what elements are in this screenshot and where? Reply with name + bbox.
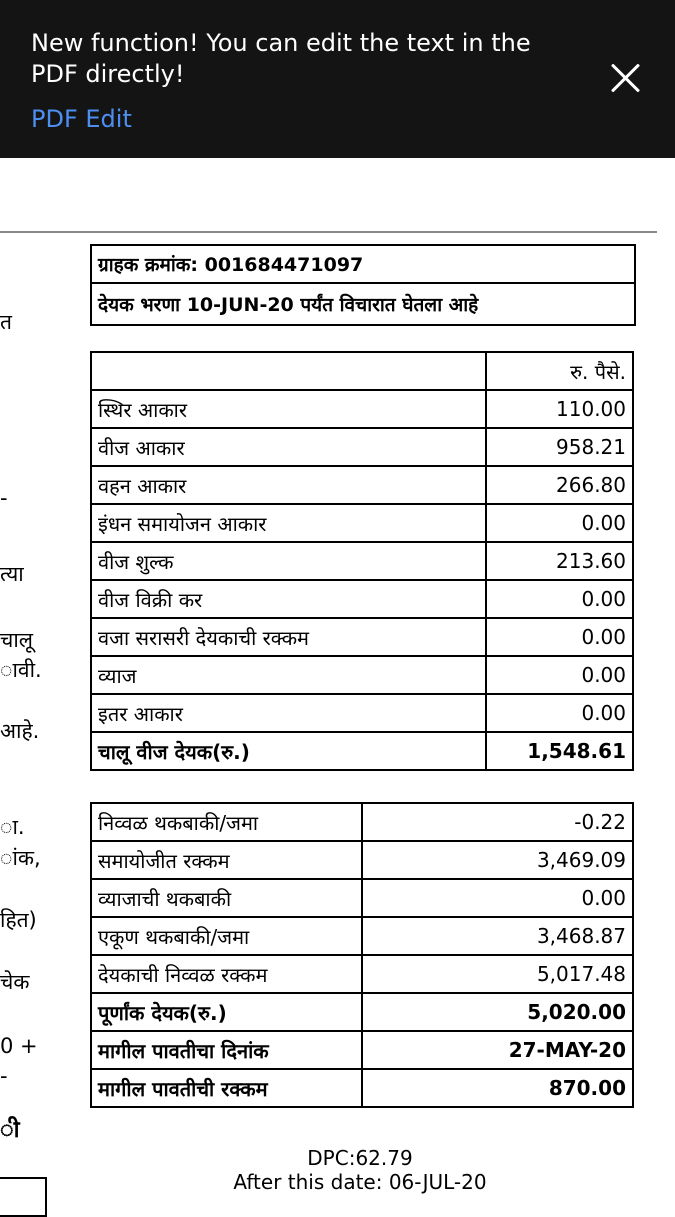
close-icon[interactable]: [604, 56, 648, 100]
fragment-text: ी: [0, 1117, 20, 1143]
bill-header-box: [90, 244, 636, 326]
rounded-bill-row: [91, 993, 633, 1031]
notification-banner: [0, 0, 675, 158]
summary-amount: 3,468.87: [362, 917, 633, 955]
table-row: [91, 803, 633, 841]
corner-box: [0, 1177, 47, 1217]
pdf-edit-link[interactable]: PDF Edit: [31, 105, 132, 133]
table-row: [91, 879, 633, 917]
table-row: [91, 618, 633, 656]
last-receipt-date-row: [91, 1031, 633, 1069]
charge-label: स्थिर आकार: [91, 390, 486, 428]
table-row: [91, 580, 633, 618]
currency-header: रु. पैसे.: [486, 352, 633, 390]
charge-amount: 0.00: [486, 504, 633, 542]
charge-amount: 0.00: [486, 618, 633, 656]
dpc-amount: DPC:62.79: [307, 1146, 413, 1170]
summary-label: समायोजीत रक्कम: [91, 841, 362, 879]
fragment-text: -: [0, 486, 8, 510]
fragment-text: -: [0, 1064, 8, 1088]
summary-amount: 0.00: [362, 879, 633, 917]
fragment-text: चेक: [0, 970, 30, 994]
charge-label: वजा सरासरी देयकाची रक्कम: [91, 618, 486, 656]
charge-amount: 110.00: [486, 390, 633, 428]
charge-label: वीज शुल्क: [91, 542, 486, 580]
page-divider: [0, 231, 657, 233]
table-row: [91, 428, 633, 466]
charge-amount: 266.80: [486, 466, 633, 504]
charge-label: वीज आकार: [91, 428, 486, 466]
after-date-note: After this date: 06-JUL-20: [233, 1170, 487, 1194]
summary-amount: -0.22: [362, 803, 633, 841]
table-row: [91, 841, 633, 879]
charge-amount: 0.00: [486, 656, 633, 694]
charge-amount: 0.00: [486, 580, 633, 618]
summary-amount: 3,469.09: [362, 841, 633, 879]
fragment-text: 0 +: [0, 1034, 38, 1058]
last-receipt-date-label: मागील पावतीचा दिनांक: [91, 1031, 362, 1069]
charge-label: वीज विक्री कर: [91, 580, 486, 618]
charge-label: वहन आकार: [91, 466, 486, 504]
charge-label: इंधन समायोजन आकार: [91, 504, 486, 542]
table-row: [91, 917, 633, 955]
current-bill-total-label: चालू वीज देयक(रु.): [91, 732, 486, 770]
charge-label: व्याज: [91, 656, 486, 694]
rounded-bill-label: पूर्णांक देयक(रु.): [91, 993, 362, 1031]
last-receipt-date-value: 27-MAY-20: [362, 1031, 633, 1069]
charge-amount: 958.21: [486, 428, 633, 466]
table-header-row: [91, 352, 633, 390]
consumer-number: ग्राहक क्रमांक: 001684471097: [92, 246, 634, 284]
table-row: [91, 390, 633, 428]
fragment-text: ावी.: [0, 658, 42, 682]
charge-label: इतर आकार: [91, 694, 486, 732]
table-row: [91, 955, 633, 993]
last-receipt-amount-label: मागील पावतीची रक्कम: [91, 1069, 362, 1107]
table-header-blank: [91, 352, 486, 390]
fragment-text: आहे.: [0, 719, 40, 743]
payment-considered-note: देयक भरणा 10-JUN-20 पर्यंत विचारात घेतला आहे: [98, 294, 479, 316]
fragment-text: चालू: [0, 628, 34, 652]
summary-table: [90, 802, 634, 1108]
charge-amount: 213.60: [486, 542, 633, 580]
current-bill-total-amount: 1,548.61: [486, 732, 633, 770]
last-receipt-amount-value: 870.00: [362, 1069, 633, 1107]
table-row: [91, 656, 633, 694]
summary-label: देयकाची निव्वळ रक्कम: [91, 955, 362, 993]
fragment-text: त्या: [0, 562, 24, 586]
table-row: [91, 466, 633, 504]
summary-label: एकूण थकबाकी/जमा: [91, 917, 362, 955]
charge-amount: 0.00: [486, 694, 633, 732]
notification-message: New function! You can edit the text in the PDF directly!: [31, 29, 531, 88]
summary-amount: 5,017.48: [362, 955, 633, 993]
table-row: [91, 542, 633, 580]
table-row: [91, 504, 633, 542]
fragment-text: ा.: [0, 815, 25, 839]
summary-label: व्याजाची थकबाकी: [91, 879, 362, 917]
fragment-text: त: [0, 310, 12, 334]
table-row: [91, 694, 633, 732]
charges-table: [90, 351, 634, 771]
summary-label: निव्वळ थकबाकी/जमा: [91, 803, 362, 841]
rounded-bill-amount: 5,020.00: [362, 993, 633, 1031]
fragment-text: ांक,: [0, 846, 41, 870]
fragment-text: हित): [0, 908, 37, 932]
current-bill-total-row: [91, 732, 633, 770]
last-receipt-amount-row: [91, 1069, 633, 1107]
